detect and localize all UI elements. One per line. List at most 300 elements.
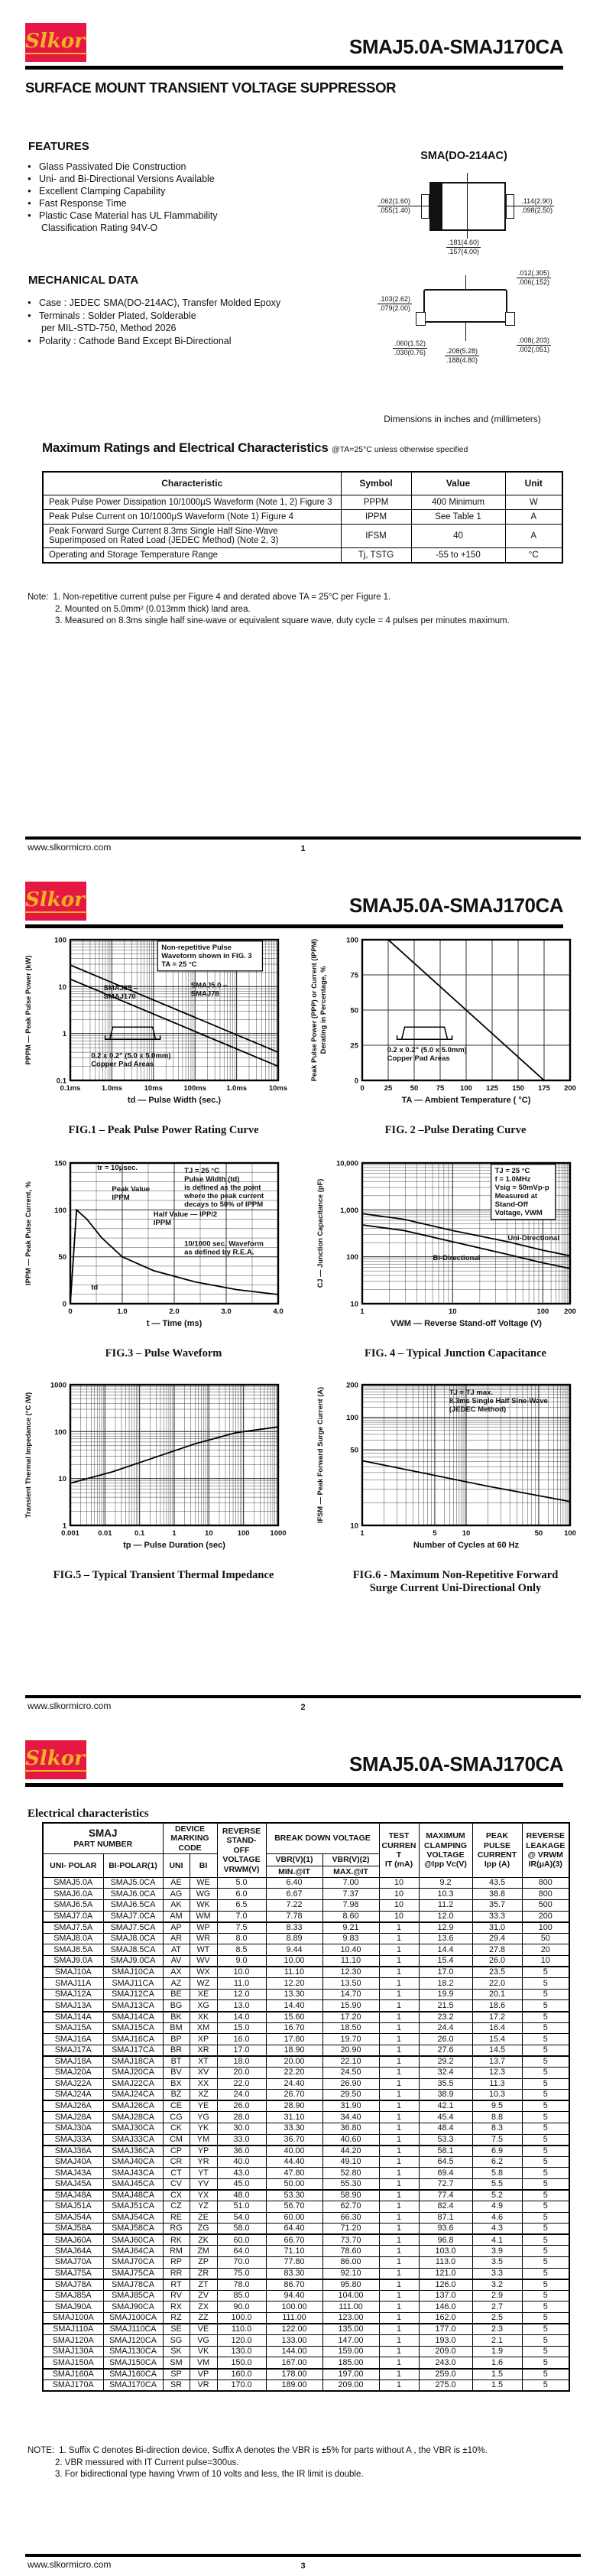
cell: CR [163,2156,190,2168]
cell: 10 [379,1900,419,1912]
cell: 10 [379,1889,419,1900]
cell: 12.0 [217,1989,266,2000]
cell: 1 [379,2190,419,2201]
svg-text:IPPM — Peak Pulse Current, %: IPPM — Peak Pulse Current, % [24,1181,32,1285]
figure-4 [310,1157,589,1360]
cell: 177.0 [419,2324,472,2335]
svg-text:1: 1 [360,1529,365,1538]
cell: 18.0 [217,2056,266,2068]
cell: 800 [522,1889,569,1900]
cell: 13.7 [472,2056,522,2068]
cell: SMAJ160A [43,2369,103,2380]
cathode-band [431,184,442,229]
cell: 71.20 [322,2224,379,2235]
cell: 400 Minimum [411,495,505,509]
list-item-text: per MIL-STD-750, Method 2026 [41,323,177,333]
svg-text:SMAJ170: SMAJ170 [103,992,136,1002]
figure-plot [18,1379,290,1564]
table-row [43,2346,569,2357]
cell: 14.5 [472,2045,522,2056]
cell: AV [163,1956,190,1967]
cell: AX [163,1967,190,1978]
features-list [28,161,356,234]
cell: 120.0 [217,2335,266,2347]
cell: SMAJ33CA [103,2134,163,2146]
header-rule [25,924,563,928]
table-row [43,2000,569,2012]
cell: 209.0 [419,2346,472,2357]
cell: 60.0 [217,2234,266,2246]
svg-text:1.0ms: 1.0ms [101,1084,122,1093]
cell: 1 [379,1933,419,1944]
cell: RX [163,2302,190,2313]
cell: Tj, TSTG [341,547,411,563]
cell: 5 [522,2090,569,2101]
cell: 53.30 [266,2190,322,2201]
cell: 17.20 [322,2012,379,2023]
cell: XG [190,2000,217,2012]
svg-text:100: 100 [346,1414,358,1423]
bullet-icon: ● [28,175,31,182]
cell: XE [190,1989,217,2000]
cell: YG [190,2112,217,2123]
svg-text:1,000: 1,000 [340,1206,358,1215]
figure-caption: FIG. 4 – Typical Junction Capacitance [365,1347,546,1359]
cell: 1 [379,2335,419,2347]
cell: 10.0 [217,1967,266,1978]
list-item-text: Excellent Clamping Capability [39,186,166,197]
cell: 78.60 [322,2246,379,2257]
cell: 159.00 [322,2346,379,2357]
cell: 7.98 [322,1900,379,1912]
svg-text:1: 1 [172,1529,177,1538]
cell: 13.30 [266,1989,322,2000]
table-row [43,2067,569,2078]
cell: 70.0 [217,2257,266,2269]
cell: AP [163,1922,190,1934]
cell: SMAJ64CA [103,2246,163,2257]
cell: 144.00 [266,2346,322,2357]
svg-text:10: 10 [350,1300,358,1309]
brand-logo-text: Slkor [24,890,87,913]
table-row [43,2134,569,2146]
cell: SMAJ130A [43,2346,103,2357]
cell: 8.0 [217,1933,266,1944]
cell: 5 [522,2134,569,2146]
note-line [28,592,578,604]
svg-text:100: 100 [536,1307,549,1316]
cell: 15.4 [419,1956,472,1967]
svg-text:where the peak current: where the peak current [184,1191,264,1200]
col-vbr-min: VBR(V)(1) [266,1854,322,1866]
cell: 33.0 [217,2134,266,2146]
table-row [43,2034,569,2045]
svg-text:100: 100 [346,936,358,945]
cell: 10.40 [322,1944,379,1956]
bullet-icon: ● [28,187,31,194]
cell: SP [163,2369,190,2380]
cell: 7.5 [472,2134,522,2146]
svg-text:SMAJ78: SMAJ78 [190,989,219,999]
cell: 6.40 [266,1877,322,1889]
table-row [43,2168,569,2179]
cell: SMAJ58CA [103,2224,163,2235]
cell: SMAJ12CA [103,1989,163,2000]
cell: SMAJ6.0CA [103,1889,163,1900]
cell: 1 [379,2045,419,2056]
cell: 96.8 [419,2234,472,2246]
cell: 50 [522,1933,569,1944]
figure-5 [18,1379,297,1582]
cell: CV [163,2178,190,2190]
figure-caption: FIG. 2 –Pulse Derating Curve [384,1124,527,1136]
lead-left [421,194,429,219]
cell: XK [190,2012,217,2023]
cell: 15.90 [322,2000,379,2012]
cell: SMAJ26A [43,2100,103,2112]
svg-text:100: 100 [54,1206,66,1215]
footer-website: www.slkormicro.com [28,1701,112,1711]
cell: 75.0 [217,2268,266,2279]
cell: WM [190,1911,217,1922]
cell: IFSM [341,524,411,547]
cell: 35.7 [472,1900,522,1912]
cell: SG [163,2335,190,2347]
cell: ZR [190,2268,217,2279]
cell: SMAJ20CA [103,2067,163,2078]
svg-text:VWM — Reverse Stand-off Voltag: VWM — Reverse Stand-off Voltage (V) [390,1319,542,1328]
cell: 2.7 [472,2302,522,2313]
page-1 [0,0,606,859]
svg-text:SMAJ85 –: SMAJ85 – [103,984,138,993]
cell: 2.1 [472,2335,522,2347]
cell: 58.0 [217,2224,266,2235]
col-vbr-max: VBR(V)(2) [322,1854,379,1866]
cell: SMAJ15CA [103,2022,163,2034]
cell: 44.20 [322,2146,379,2157]
cell: 31.10 [266,2112,322,2123]
mechanical-heading: MECHANICAL DATA [28,274,139,287]
cell: 1 [379,2302,419,2313]
cell: 13.50 [322,1978,379,1990]
cell: 10 [522,1956,569,1967]
cell: 54.0 [217,2212,266,2224]
cell: 20.90 [322,2045,379,2056]
cell: SMAJ85CA [103,2290,163,2302]
cell: SMAJ5.0A [43,1877,103,1889]
figure-2 [310,934,589,1137]
page-number: 3 [300,2561,306,2571]
cell: 1 [379,2168,419,2179]
cell: 7.5 [217,1922,266,1934]
cell: BM [163,2022,190,2034]
col-marking-bi: BI [190,1854,217,1878]
cell: 78.0 [217,2279,266,2291]
cell: 10.3 [472,2090,522,2101]
svg-text:t — Time (ms): t — Time (ms) [146,1319,203,1328]
table-row [43,2302,569,2313]
svg-text:Uni-Directional: Uni-Directional [507,1234,559,1243]
cell: ZK [190,2234,217,2246]
col-standoff-voltage: REVERSE STAND-OFF VOLTAGE VRWM(V) [217,1823,266,1877]
doc-subtitle: SURFACE MOUNT TRANSIENT VOLTAGE SUPPRESSOR [25,80,397,96]
svg-text:3.0: 3.0 [221,1307,232,1316]
cell: WE [190,1877,217,1889]
list-item [28,310,364,335]
cell: 189.00 [266,2379,322,2391]
cell: YR [190,2156,217,2168]
page-3 [0,1717,606,2576]
svg-text:0.1: 0.1 [134,1529,145,1538]
cell: SMAJ150CA [103,2357,163,2369]
cell: SMAJ54A [43,2212,103,2224]
svg-text:100: 100 [564,1529,576,1538]
cell: 1 [379,2112,419,2123]
cell: 2.9 [472,2290,522,2302]
cell: 4.3 [472,2224,522,2235]
list-item-text: Plastic Case Material has UL Flammability [39,210,218,221]
cell: 29.50 [322,2090,379,2101]
note-text: 1. Suffix C denotes Bi-direction device, Suffix A denotes the VBR is ±5% for parts without A , the VBR is ±10%. [59,2446,488,2455]
cell: XR [190,2045,217,2056]
cell: 1 [379,2034,419,2045]
cell: 71.10 [266,2246,322,2257]
bullet-icon: ● [28,163,31,170]
cell: 36.70 [266,2134,322,2146]
cell: ZG [190,2224,217,2235]
svg-text:0.001: 0.001 [61,1529,79,1538]
cell: 1 [379,1922,419,1934]
cell: 86.70 [266,2279,322,2291]
cell: SK [163,2346,190,2357]
cell: ZP [190,2257,217,2269]
cell: 1 [379,2056,419,2068]
brand-logo [25,23,86,62]
cell: 1 [379,2313,419,2324]
ratings-table [42,471,563,564]
table-row [43,2100,569,2112]
col-part-number: SMAJ PART NUMBER [43,1823,163,1854]
cell: 1 [379,2022,419,2034]
svg-text:Measured at: Measured at [494,1191,538,1200]
col-unit: Unit [505,472,562,495]
cell: SMAJ45CA [103,2178,163,2190]
cell: 14.0 [217,2012,266,2023]
cell: SMAJ36A [43,2146,103,2157]
cell: SMAJ13A [43,2000,103,2012]
cell: Peak Pulse Current on 10/1000μS Waveform (Note 1) Figure 4 [43,509,341,524]
cell: 5 [522,2246,569,2257]
cell: 33.30 [266,2123,322,2134]
cell: SMAJ10A [43,1967,103,1978]
brand-logo [25,1740,86,1779]
cell: SMAJ8.5A [43,1944,103,1956]
cell: 13.6 [419,1933,472,1944]
figure-plot [18,1157,290,1342]
svg-text:5: 5 [433,1529,437,1538]
bullet-icon: ● [28,212,31,219]
note-line: 2. Mounted on 5.0mm² (0.013mm thick) land area. [55,604,251,614]
cell: 8.89 [266,1933,322,1944]
cell: 73.70 [322,2234,379,2246]
cell: 44.40 [266,2156,322,2168]
cell: 14.4 [419,1944,472,1956]
svg-text:8.3ms Single Half Sine-Wave: 8.3ms Single Half Sine-Wave [449,1396,548,1405]
cell: 94.40 [266,2290,322,2302]
cell: SMAJ26CA [103,2100,163,2112]
cell: 92.10 [322,2268,379,2279]
cell: ZE [190,2212,217,2224]
cell: 5.8 [472,2168,522,2179]
cell: SMAJ78A [43,2279,103,2291]
cell: -55 to +150 [411,547,505,563]
cell: 11.2 [419,1900,472,1912]
cell: 5 [522,1989,569,2000]
cell: 7.22 [266,1900,322,1912]
cell: CT [163,2168,190,2179]
cell: 1 [379,2000,419,2012]
cell: CE [163,2100,190,2112]
cell: 1 [379,2268,419,2279]
package-top-view [376,174,559,260]
col-marking-uni: UNI [163,1854,190,1878]
cell: RR [163,2268,190,2279]
list-item-text: Polarity : Cathode Band Except Bi-Directional [39,335,232,346]
svg-text:TJ = 25 °C: TJ = 25 °C [184,1166,219,1175]
cell: SMAJ30A [43,2123,103,2134]
cell: SMAJ9.0CA [103,1956,163,1967]
cell: VM [190,2357,217,2369]
cell: 58.90 [322,2190,379,2201]
cell: BP [163,2034,190,2045]
cell: 275.0 [419,2379,472,2391]
cell: 1 [379,2324,419,2335]
cell: ZX [190,2302,217,2313]
brand-logo-text: Slkor [24,1749,87,1772]
cell: SMAJ18A [43,2056,103,2068]
cell: 40.00 [266,2146,322,2157]
cell: 27.8 [472,1944,522,1956]
series-smaj5-0-smaj78 [70,965,278,1052]
cell: SMAJ120CA [103,2335,163,2347]
cell: 77.4 [419,2190,472,2201]
cell: 15.60 [266,2012,322,2023]
cell: AM [163,1911,190,1922]
cell: 1 [379,2234,419,2246]
cell: 16.0 [217,2034,266,2045]
cell: 5 [522,2268,569,2279]
list-item-text: Case : JEDEC SMA(DO-214AC), Transfer Molded Epoxy [39,297,281,308]
col-uni-polar: UNI- POLAR [43,1854,103,1878]
svg-text:tr = 10μsec.: tr = 10μsec. [97,1164,138,1173]
cell: SMAJ70CA [103,2257,163,2269]
cell: 8.5 [217,1944,266,1956]
centerline-v [467,173,468,239]
cell: SMAJ28CA [103,2112,163,2123]
svg-text:100: 100 [54,936,66,945]
svg-text:1000: 1000 [270,1529,287,1538]
figure-plot [310,1157,582,1342]
cell: 5 [522,2123,569,2134]
cell: 122.00 [266,2324,322,2335]
svg-text:0.2 x 0.2" (5.0 x 5.0mm): 0.2 x 0.2" (5.0 x 5.0mm) [387,1046,467,1055]
package-outline-icon [397,1027,452,1039]
cell: 12.0 [419,1911,472,1922]
cell: 5 [522,2279,569,2291]
table-row [43,2279,569,2291]
cell: 5 [522,2379,569,2391]
list-item [28,197,356,210]
cell: 14.40 [266,2000,322,2012]
svg-text:200: 200 [564,1084,576,1093]
cell: 48.4 [419,2123,472,2134]
cell: 34.40 [322,2112,379,2123]
cell: SMAJ24A [43,2090,103,2101]
cell: BG [163,2000,190,2012]
cell: 1.9 [472,2346,522,2357]
svg-text:10,000: 10,000 [335,1159,358,1168]
col-bi-polar: BI-POLAR(1) [103,1854,163,1878]
table-row [43,2290,569,2302]
svg-text:Half Value — IPP/2: Half Value — IPP/2 [153,1210,218,1219]
cell: ZT [190,2279,217,2291]
cell: 5 [522,2357,569,2369]
cell: CX [163,2190,190,2201]
cell: 7.00 [322,1877,379,1889]
cell: SMAJ7.0A [43,1911,103,1922]
cell: 35.5 [419,2078,472,2090]
package-label: SMA(DO-214AC) [420,150,507,162]
note-line [28,2445,585,2457]
cell: 5.0 [217,1877,266,1889]
table-row [43,2369,569,2380]
svg-text:100ms: 100ms [183,1084,206,1093]
lead-left [416,312,426,326]
table-row [43,2012,569,2023]
table-row [43,1911,569,1922]
svg-text:1.0: 1.0 [117,1307,128,1316]
svg-text:is defined as the point: is defined as the point [184,1183,261,1192]
table-row [43,1900,569,1912]
cell: 45.4 [419,2112,472,2123]
cell: RG [163,2224,190,2235]
cell: 23.5 [472,1967,522,1978]
cell: CM [163,2134,190,2146]
svg-text:SMAJ5.0 –: SMAJ5.0 – [190,981,228,990]
footer-website: www.slkormicro.com [28,842,112,853]
cell: 100 [522,1922,569,1934]
cell: 29.4 [472,1933,522,1944]
figure-6 [310,1379,589,1595]
cell: XV [190,2067,217,2078]
cell: SMAJ5.0CA [103,1877,163,1889]
cell: VP [190,2369,217,2380]
cell: 45.0 [217,2178,266,2190]
svg-text:50: 50 [410,1084,419,1093]
cell: 24.50 [322,2067,379,2078]
svg-text:25: 25 [350,1041,358,1051]
cell: 3.5 [472,2257,522,2269]
doc-title: SMAJ5.0A-SMAJ170CA [349,35,563,58]
cell: 1 [379,2212,419,2224]
svg-text:10ms: 10ms [268,1084,288,1093]
cell: 55.30 [322,2178,379,2190]
cell: 5 [522,2112,569,2123]
cell: 3.9 [472,2246,522,2257]
svg-text:10/1000 sec. Waveform: 10/1000 sec. Waveform [184,1239,264,1249]
cell: 14.70 [322,1989,379,2000]
cell: 5 [522,2369,569,2380]
